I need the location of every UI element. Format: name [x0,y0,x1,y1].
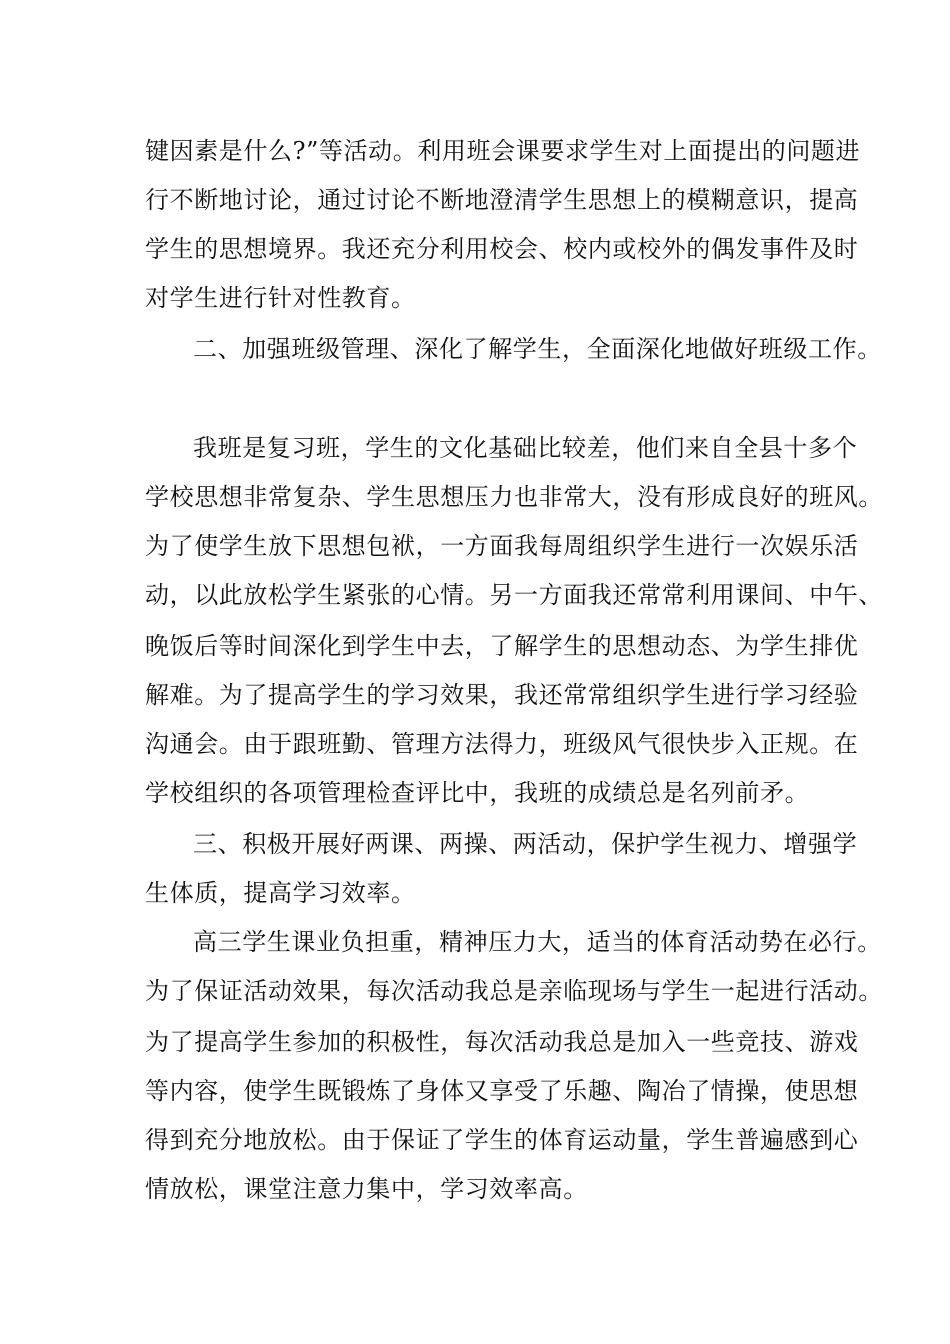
text-line: 学校组织的各项管理检查评比中，我班的成绩总是名列前矛。 [145,779,810,807]
text-line: 为了提高学生参加的积极性，每次活动我总是加入一些竞技、游戏 [145,1028,859,1056]
text-line: 动，以此放松学生紧张的心情。另一方面我还常常利用课间、中午、 [145,581,883,609]
text-line: 学生的思想境界。我还充分利用校会、校内或校外的偶发事件及时 [145,235,859,263]
text-line: 生体质，提高学习效率。 [145,879,416,907]
text-line: 行不断地讨论，通过讨论不断地澄清学生思想上的模糊意识，提高 [145,186,859,214]
text-line: 为了保证活动效果，每次活动我总是亲临现场与学生一起进行活动。 [145,977,883,1005]
text-line: 对学生进行针对性教育。 [145,284,416,312]
text-line: 为了使学生放下思想包袱，一方面我每周组织学生进行一次娱乐活 [145,532,859,560]
text-line: 等内容，使学生既锻炼了身体又享受了乐趣、陶冶了情操，使思想 [145,1077,859,1105]
text-line: 得到充分地放松。由于保证了学生的体育运动量，学生普遍感到心 [145,1126,859,1154]
text-line: 晚饭后等时间深化到学生中去，了解学生的思想动态、为学生排优 [145,632,859,660]
text-line: 情放松，课堂注意力集中，学习效率高。 [145,1175,588,1203]
text-line: 我班是复习班，学生的文化基础比较差，他们来自全县十多个 [193,434,858,462]
text-line: 键因素是什么?”等活动。利用班会课要求学生对上面提出的问题进 [145,137,861,165]
section-heading: 三、积极开展好两课、两操、两活动，保护学生视力、增强学 [193,830,858,858]
text-line: 学校思想非常复杂、学生思想压力也非常大，没有形成良好的班风。 [145,483,883,511]
text-line: 沟通会。由于跟班勤、管理方法得力，班级风气很快步入正规。在 [145,730,859,758]
section-heading: 二、加强班级管理、深化了解学生，全面深化地做好班级工作。 [193,335,882,363]
text-line: 解难。为了提高学生的学习效果，我还常常组织学生进行学习经验 [145,681,859,709]
text-line: 高三学生课业负担重，精神压力大，适当的体育活动势在必行。 [193,928,882,956]
